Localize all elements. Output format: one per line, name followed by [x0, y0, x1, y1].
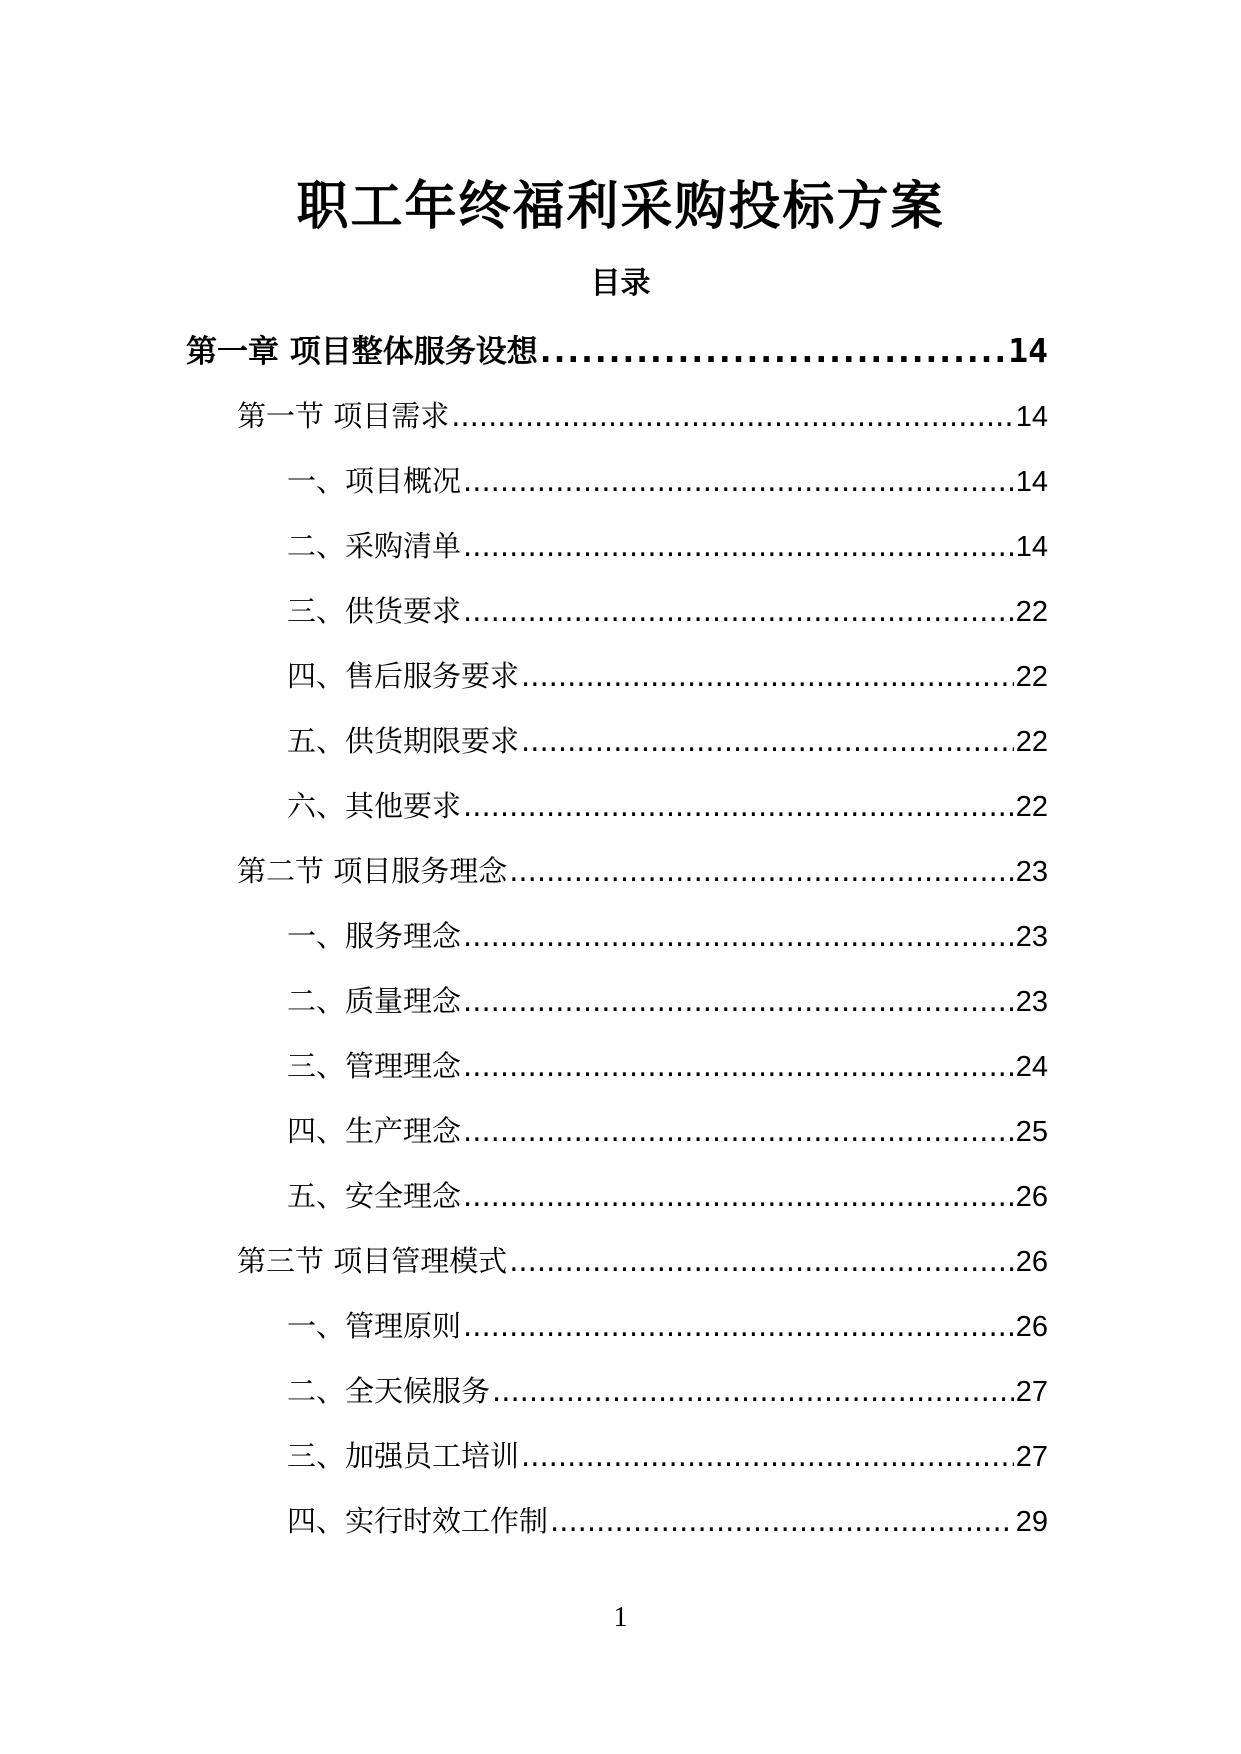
toc-entry-label: 第二节 项目服务理念: [237, 854, 508, 888]
toc-entry-label: 三、供货要求: [287, 594, 462, 628]
toc-entry-subsection[interactable]: [0, 1430, 1241, 1495]
toc-entry-page: 26: [1015, 1181, 1048, 1213]
toc-dot-leader: [550, 1495, 1014, 1547]
toc-entry-label: 四、实行时效工作制: [287, 1504, 549, 1538]
toc-entry-section-1[interactable]: [0, 390, 1241, 455]
toc-entry-page: 23: [1015, 986, 1048, 1018]
toc-entry-page: 27: [1015, 1376, 1048, 1408]
toc-entry-page: 14: [1015, 401, 1048, 433]
toc-entry-label: 三、加强员工培训: [287, 1439, 520, 1473]
toc-entry-subsection[interactable]: [0, 1040, 1241, 1105]
toc-entry-page: 23: [1015, 856, 1048, 888]
toc-entry-page: 24: [1015, 1051, 1048, 1083]
toc-dot-leader: [463, 1105, 1014, 1157]
toc-entry-subsection[interactable]: [0, 455, 1241, 520]
toc-entry-chapter-1[interactable]: [0, 325, 1241, 390]
toc-entry-label: 四、售后服务要求: [287, 659, 520, 693]
toc-dot-leader: [451, 390, 1014, 442]
toc-entry-page: 25: [1015, 1116, 1048, 1148]
toc-entry-subsection[interactable]: [0, 585, 1241, 650]
toc-dot-leader: [509, 845, 1014, 897]
toc-entry-page: 27: [1015, 1441, 1048, 1473]
toc-dot-leader: [463, 1040, 1014, 1092]
toc-entry-subsection[interactable]: [0, 715, 1241, 780]
document-title: 职工年终福利采购投标方案: [296, 177, 945, 237]
toc-entry-label: 一、项目概况: [287, 464, 462, 498]
toc-entry-label: 四、生产理念: [287, 1114, 462, 1148]
toc-entry-subsection[interactable]: [0, 1105, 1241, 1170]
toc-entry-label: 五、安全理念: [287, 1179, 462, 1213]
toc-dot-leader: [492, 1365, 1014, 1417]
toc-dot-leader: [509, 1235, 1014, 1287]
toc-entry-page: 22: [1015, 791, 1048, 823]
toc-dot-leader: [540, 326, 1006, 378]
toc-entry-subsection[interactable]: [0, 650, 1241, 715]
toc-entry-subsection[interactable]: [0, 1300, 1241, 1365]
toc-entry-page: 29: [1015, 1506, 1048, 1538]
toc-entry-label: 六、其他要求: [287, 789, 462, 823]
toc-entry-label: 三、管理理念: [287, 1049, 462, 1083]
toc-entry-page: 14: [1015, 531, 1048, 563]
toc-entry-page: 22: [1015, 661, 1048, 693]
toc-dot-leader: [463, 910, 1014, 962]
toc-entry-subsection[interactable]: [0, 780, 1241, 845]
toc-dot-leader: [463, 585, 1014, 637]
toc-dot-leader: [521, 650, 1014, 702]
toc-entry-label: 二、质量理念: [287, 984, 462, 1018]
toc-dot-leader: [463, 520, 1014, 572]
toc-heading: 目录: [590, 266, 651, 301]
toc-entry-label: 一、管理原则: [287, 1309, 462, 1343]
toc-entry-page: 14: [1008, 331, 1048, 370]
toc-entry-section-2[interactable]: [0, 845, 1241, 910]
toc-entry-label: 二、采购清单: [287, 529, 462, 563]
toc-dot-leader: [463, 455, 1014, 507]
page-number: 1: [613, 1602, 628, 1633]
toc-dot-leader: [463, 1170, 1014, 1222]
toc-entry-subsection[interactable]: [0, 1365, 1241, 1430]
toc-entry-section-3[interactable]: [0, 1235, 1241, 1300]
toc-entry-page: 22: [1015, 726, 1048, 758]
toc-entry-label: 第一节 项目需求: [237, 399, 450, 433]
toc-dot-leader: [521, 715, 1014, 767]
table-of-contents: [0, 325, 1241, 1560]
toc-entry-subsection[interactable]: [0, 975, 1241, 1040]
toc-entry-page: 22: [1015, 596, 1048, 628]
toc-dot-leader: [521, 1430, 1014, 1482]
toc-entry-page: 14: [1015, 466, 1048, 498]
toc-entry-label: 一、服务理念: [287, 919, 462, 953]
toc-entry-page: 26: [1015, 1311, 1048, 1343]
toc-dot-leader: [463, 975, 1014, 1027]
toc-entry-subsection[interactable]: [0, 1170, 1241, 1235]
toc-entry-label: 五、供货期限要求: [287, 724, 520, 758]
toc-entry-page: 26: [1015, 1246, 1048, 1278]
toc-dot-leader: [463, 1300, 1014, 1352]
toc-entry-label: 二、全天候服务: [287, 1374, 491, 1408]
toc-entry-subsection[interactable]: [0, 520, 1241, 585]
toc-entry-subsection[interactable]: [0, 1495, 1241, 1560]
toc-dot-leader: [463, 780, 1014, 832]
toc-entry-label: 第三节 项目管理模式: [237, 1244, 508, 1278]
toc-entry-subsection[interactable]: [0, 910, 1241, 975]
toc-entry-label: 第一章 项目整体服务设想: [186, 334, 538, 370]
toc-entry-page: 23: [1015, 921, 1048, 953]
